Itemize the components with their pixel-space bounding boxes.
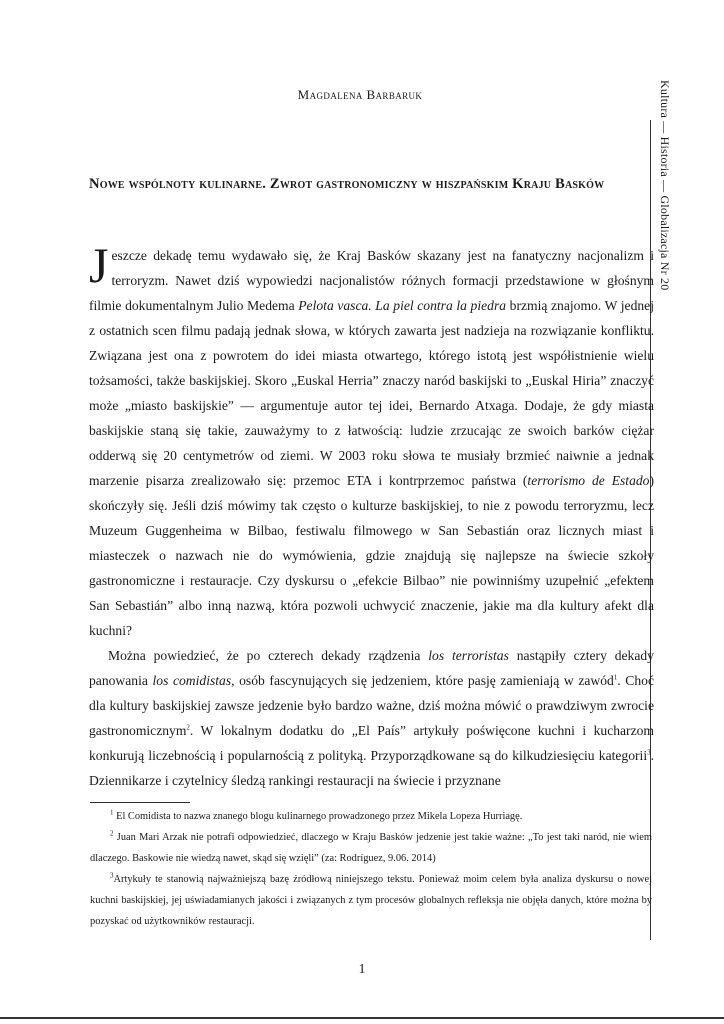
page-bottom-border [0,1017,724,1019]
footnote-ref[interactable]: 2 [186,723,190,732]
paragraph-1 [89,237,654,643]
footnote [90,806,652,827]
italic-term: terrorismo de Estado [527,473,650,488]
text-run: Można powiedzieć, że po czterech dekady rządzenia [108,648,429,663]
footnotes [90,806,652,932]
footnote-text: El Comidista to nazwa znanego blogu kulinarnego prowadzonego przez Mikela Lopeza Hurriagę. [113,811,523,822]
footnote-number: 2 [110,829,114,838]
text-run: nastąpiły cztery dekady panowania [89,648,654,688]
footnote [90,827,652,869]
author-header: Magdalena Barbaruk [297,87,423,102]
footnote-text: Artykuły te stanowią najważniejszą bazę źródłową niniejszego tekstu. Ponieważ moim celem była analiza dyskursu o nowej kuchni baskijskiej, jej uświadamianych jakości i związanych z tym procesów globalnych refleksja nie objęła danych, które można by pozyskać od użytkowników restauracji. [90,874,652,927]
drop-cap: J [89,237,109,293]
footnote-number: 3 [110,871,114,880]
text-run: . W lokalnym dodatku do „El País” artykuły poświęcone kuchni i kucharzom konkurują liczebnością i popularnością z polityką. Przyporządkowane są do kilkudziesięciu kategorii [89,723,654,763]
article-title: Nowe wspólnoty kulinarne. Zwrot gastronomiczny w hiszpańskim Kraju Basków [89,176,605,192]
text-run: eszcze dekadę temu wydawało się, że Kraj Basków skazany jest na fanatyczny nacjonalizm i terroryzm. Nawet dziś wypowiedzi nacjonalistów różnych formacji przedstawione w głośnym filmie dokumentalnym Julio Medema [89,248,654,313]
page-number: 1 [358,962,366,977]
film-title: Pelota vasca. La piel contra la piedra [298,298,507,313]
text-run: brzmią znajomo. W jednej z ostatnich scen filmu padają jednak słowa, w których zawarta jest nadzieja na rozwiązanie konfliktu. Związana jest ona z powrotem do idei miasta otwartego, którego istotą jest współistnienie wielu tożsamości, także baskijskiej. Skoro „Euskal Herria” znaczy naród baskijski to „Euskal Hiria” znaczyć może „miasto baskijskie” — argumentuje autor tej idei, Bernardo Atxaga. Dodaje, że gdy miasta baskijskie staną się takie, zauważymy to z łatwością: ludzie zrzucając ze swoich barków ciężar odderwą się 20 centymetrów od ziemi. W 2003 roku słowa te musiały brzmieć naiwnie a jednak marzenie pisarza zrealizowało się: przemoc ETA i kontrprzemoc państwa ( [89,298,654,488]
article-body [89,237,654,793]
footnote [90,869,652,932]
footnote-ref[interactable]: 1 [613,673,618,682]
italic-term: los comidistas [152,673,232,688]
paragraph-2 [89,643,654,793]
text-run: ) skończyły się. Jeśli dziś mówimy tak często o kulturze baskijskiej, to nie z powodu terroryzmu, lecz Muzeum Guggenheima w Bilbao, festiwalu filmowego w San Sebastián oraz licznych miast i miasteczek o nazwach nie do wymówienia, gdzie znajdują się najlepsze na świecie szkoły gastronomiczne i restauracje. Czy dyskursu o „efekcie Bilbao” nie powinniśmy uzupełnić „efektem San Sebastián” albo inną nazwą, która pozwoli uchwycić znaczenie, jakie ma dla kultury afekt dla kuchni? [89,473,654,638]
footnote-separator [90,802,190,803]
footnote-ref[interactable]: 3 [647,748,651,757]
text-run: . Choć dla kultury baskijskiej zawsze jedzenie było bardzo ważne, dziś można mówić o prawdziwym zwrocie gastronomicznym [89,673,654,738]
journal-running-head: Kultura — Historia — Globalizacja Nr 20 [658,80,672,291]
text-run: , osób fascynujących się jedzeniem, które pasję zamieniają w zawód [231,673,614,688]
text-run: . Dziennikarze i czytelnicy śledzą rankingi restauracji na świecie i przyznane [89,748,654,788]
footnote-text: Juan Mari Arzak nie potrafi odpowiedzieć, dlaczego w Kraju Basków jedzenie jest takie ważne: „To jest taki naród, nie wiem dlaczego. Baskowie nie wiedzą nawet, skąd się wzięli” (za: Rodríguez, 9.06. 2014) [90,832,652,864]
footnote-number: 1 [110,808,114,817]
italic-term: los terroristas [428,648,509,663]
